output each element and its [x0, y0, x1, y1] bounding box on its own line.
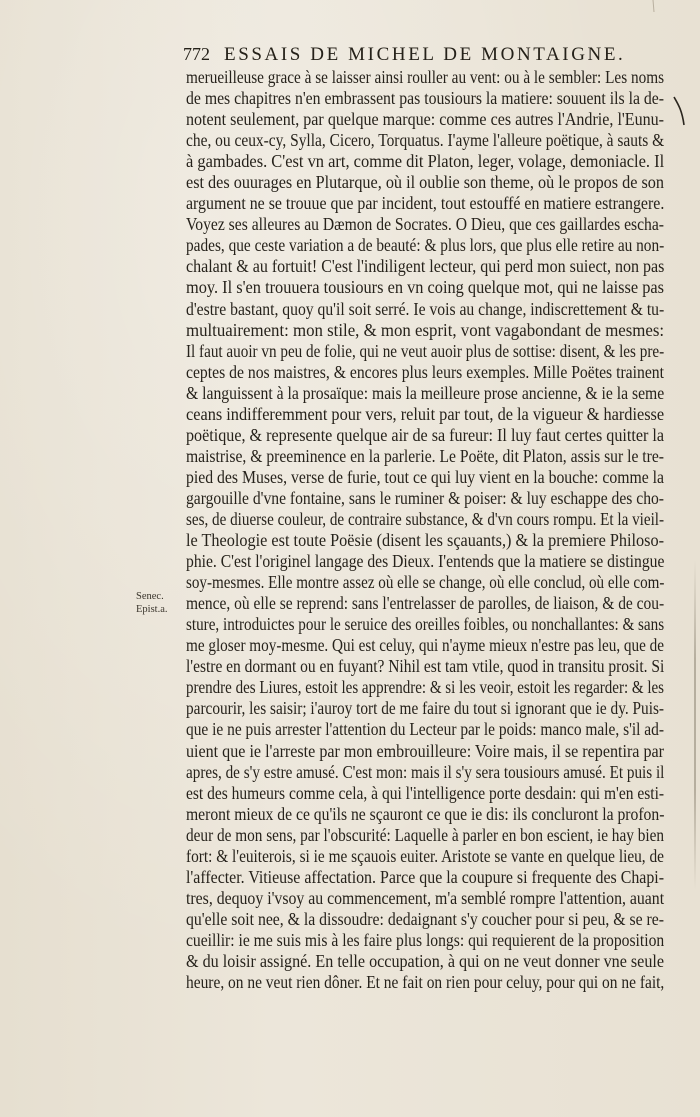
text-line: notent seulement, par quelque marque: comme ces autres l'Andrie, l'Eunu- [186, 109, 665, 130]
text-line: & du loisir assigné. En telle occupation, à qui on ne veut donner vne seule [186, 950, 665, 971]
text-line: chalant & au fortuit! C'est l'indiligent lecteur, qui perd mon suiect, non pas [186, 256, 665, 277]
ink-smudge-mark [648, 0, 658, 12]
text-line: deur de mon sens, par l'obscurité: Laquelle à parler en bon escient, ie hay bien [186, 824, 665, 845]
text-line: qu'elle soit nee, & la dissoudre: dedaignant s'y coucher pour si peu, & se re- [186, 908, 664, 929]
text-line: multuairement: mon stile, & mon esprit, vont vagabondant de mesmes: [186, 319, 665, 340]
text-line: merueilleuse grace à se laisser ainsi rouller au vent: ou à le sembler: Les noms [186, 67, 665, 87]
margin-citation [136, 590, 180, 616]
text-line: gargouille d'vne fontaine, sans le ruminer & poiser: & luy eschappe des cho- [186, 487, 664, 508]
text-line: fort: & l'euiterois, si ie me sçauois euiter. Aristote se vante en quelque lieu, de [186, 845, 664, 866]
page-number: 772 [183, 44, 210, 64]
text-line: est des humeurs comme cela, à qui l'intelligence porte desdain: qui m'en esti- [186, 782, 665, 803]
text-line: le Theologie est toute Poësie (disent les sçauants,) & la premiere Philoso- [186, 530, 665, 551]
text-line: l'estre en dormant ou en fuyant? Nihil est tam vtile, quod in transitu prosit. Si [186, 656, 665, 677]
running-header [183, 44, 625, 66]
text-line: argument ne se trouue que par incident, tout estouffé en matiere estrangere. [186, 193, 665, 214]
text-line: Voyez ses alleures au Dæmon de Socrates. O Dieu, que ces gaillardes escha- [186, 214, 665, 235]
text-line: moy. Il s'en trouuera tousiours en vn coing quelque mot, qui ne laisse pas [186, 277, 665, 298]
text-line: cueillir: ie me suis mis à les faire plus longs: qui requierent de la proposition [186, 929, 665, 950]
text-line: parcourir, les saisir; i'auroy tort de me faire du tout si ignorant que ie dy. Puis- [186, 698, 665, 719]
text-line: est des ouurages en Plutarque, où il oublie son theme, où le propos de son [186, 172, 665, 193]
text-line: ceans indifferemment pour vers, reluit par tout, de la vigueur & hardiesse [186, 403, 665, 424]
text-line: poëtique, & represente quelque air de sa fureur: Il luy faut certes quitter la [186, 424, 665, 445]
text-line: mence, où elle se reprend: sans l'entrelasser de parolles, de liaison, & de cou- [186, 593, 665, 614]
text-line: meront mieux de ce qu'ils ne sçauront ce que ie dis: ils concluront la profon- [186, 803, 665, 824]
text-line: sture, introduictes pour le seruice des oreilles foibles, ou nonchallantes: & sans [186, 614, 665, 635]
text-line: apres, de s'y estre amusé. C'est mon: mais il s'y sera tousiours amusé. Et puis il [186, 761, 665, 782]
text-line: d'estre bastant, quoy qu'il soit serré. Ie vois au change, indiscrettement & tu- [186, 298, 665, 319]
text-line: l'affecter. Vitieuse affectation. Parce que la coupure si frequente des Chapi- [186, 866, 665, 887]
text-line: à gambades. C'est vn art, comme dit Platon, leger, volage, demoniacle. Il [186, 151, 665, 172]
text-line: pades, que ceste variation a de beauté: & plus lors, que plus elle retire au non- [186, 235, 665, 256]
text-line: ses, de diuerse couleur, de contraire substance, & d'vn cours rompu. Et la vieil- [186, 508, 665, 529]
text-line: phie. C'est l'originel langage des Dieux. I'entends que la matiere se distingue [186, 551, 665, 572]
text-line: pied des Muses, verse de furie, tout ce qui luy vient en la bouche: comme la [186, 466, 664, 487]
margin-stroke-mark [672, 96, 686, 126]
text-line: & languissent à la prosaïque: mais la meilleure prose ancienne, & ie la seme [186, 382, 665, 403]
text-line: que ie ne puis arrester l'attention du Lecteur par le poids: manco male, s'il ad- [186, 719, 664, 740]
text-line: maistrise, & preeminence en la parlerie. Le Poëte, dit Platon, assis sur le tre- [186, 445, 665, 466]
running-title: ESSAIS DE MICHEL DE MONTAIGNE. [224, 44, 626, 65]
text-line: che, ou ceux-cy, Sylla, Cicero, Torquatus. I'ayme l'alleure poëtique, à sauts & [186, 130, 665, 151]
essay-body-text [186, 67, 664, 993]
page-edge-shadow [694, 560, 696, 890]
text-line: uient que ie l'arreste par mon embrouilleure: Voire mais, il se repentira par [186, 740, 665, 761]
text-line: tres, dequoy i'vsoy au commencement, m'a semblé rompre l'attention, auant [186, 887, 665, 908]
text-line: heure, on ne veut rien dôner. Et ne fait on rien pour celuy, pour qui on ne fait, [186, 972, 665, 993]
text-line: prendre des Liures, estoit les apprendre: & si les veoir, estoit les regarder: & les [186, 677, 664, 698]
margin-citation-line: Epist.a. [136, 604, 168, 615]
margin-citation-line: Senec. [136, 591, 164, 602]
text-line: me gloser moy-mesme. Qui est celuy, qui n'ayme mieux n'estre pas leu, que de [186, 635, 665, 656]
text-line: Il faut auoir vn peu de folie, qui ne veut auoir plus de sottise: disent, & les pre- [186, 340, 665, 361]
text-line: soy-mesmes. Elle montre assez où elle se change, où elle conclud, où elle com- [186, 572, 665, 593]
text-line: ceptes de nos maistres, & encores plus leurs exemples. Mille Poëtes trainent [186, 361, 665, 382]
text-line: de mes chapitres n'en embrassent pas tousiours la matiere: souuent ils la de- [186, 88, 664, 109]
